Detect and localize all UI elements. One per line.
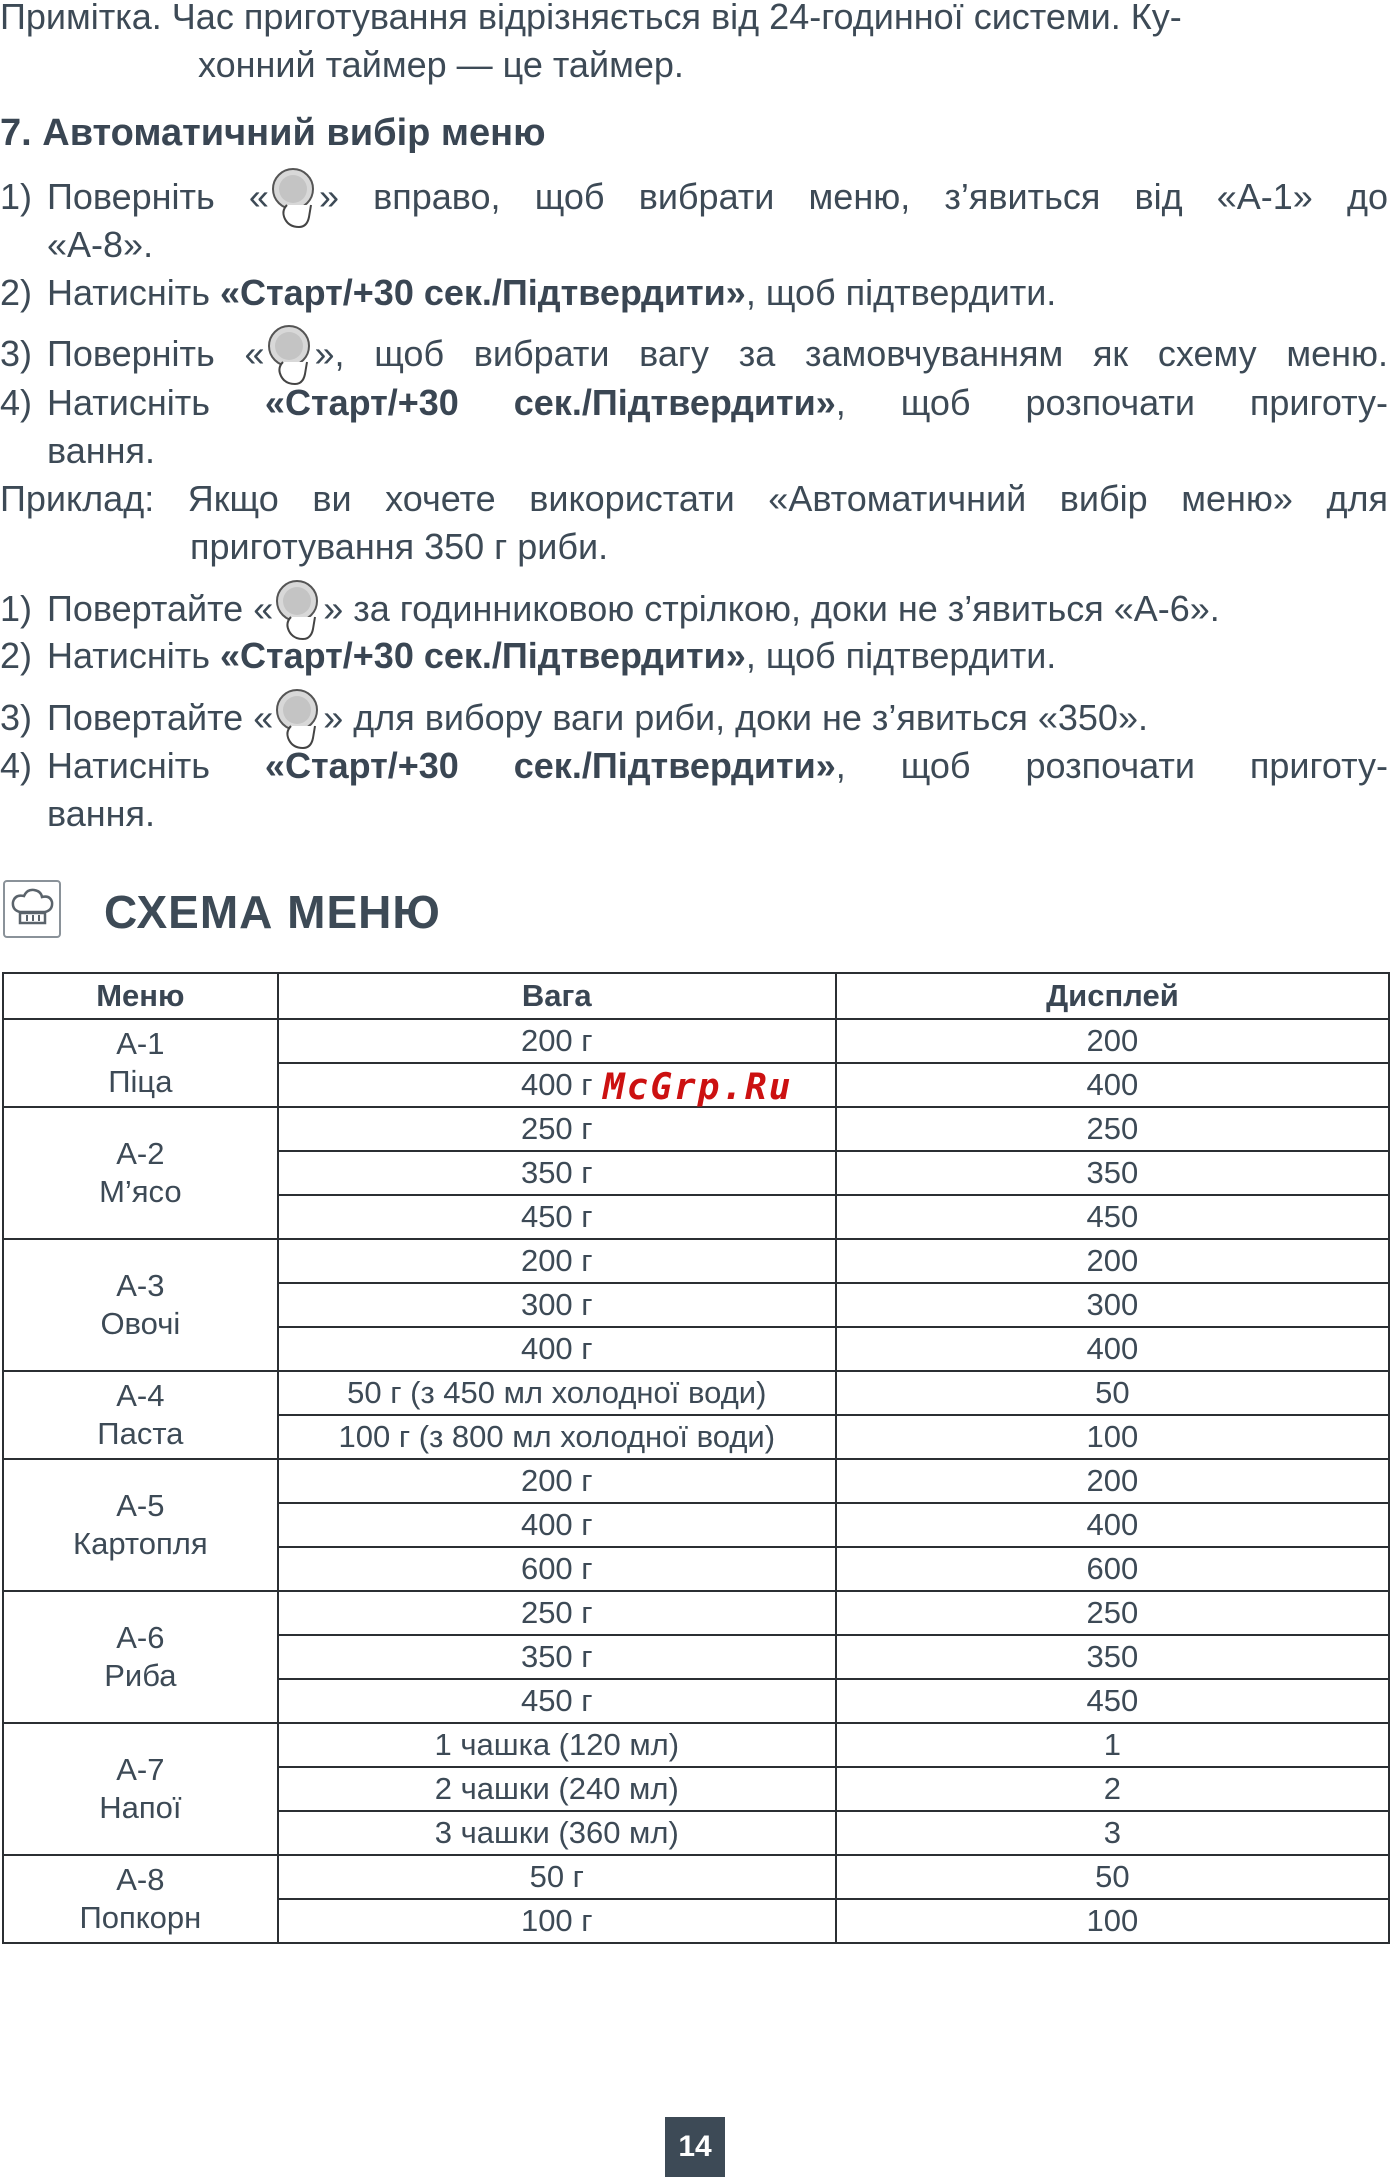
watermark: McGrp.Ru xyxy=(603,1067,793,1108)
menu-name: Картопля xyxy=(73,1526,208,1561)
table-row xyxy=(3,1855,1389,1899)
weight-cell: 50 г xyxy=(278,1855,836,1899)
weight-cell: 350 г xyxy=(278,1151,836,1195)
menu-name: Риба xyxy=(104,1658,177,1693)
rotary-knob-icon xyxy=(265,336,315,384)
display-cell: 450 xyxy=(836,1679,1389,1723)
menu-code: А-8 xyxy=(116,1862,165,1897)
weight-cell: 350 г xyxy=(278,1635,836,1679)
table-row xyxy=(3,1371,1389,1415)
display-cell: 200 xyxy=(836,1459,1389,1503)
page-number: 14 xyxy=(665,2117,725,2177)
display-cell: 400 xyxy=(836,1503,1389,1547)
display-cell: 250 xyxy=(836,1107,1389,1151)
menu-code: А-1 xyxy=(116,1026,165,1061)
display-cell: 250 xyxy=(836,1591,1389,1635)
weight-cell: 250 г xyxy=(278,1107,836,1151)
display-cell: 400 xyxy=(836,1327,1389,1371)
display-cell: 600 xyxy=(836,1547,1389,1591)
weight-cell: 3 чашки (360 мл) xyxy=(278,1811,836,1855)
menu-scheme-table xyxy=(2,972,1390,1944)
display-cell: 400 xyxy=(836,1063,1389,1107)
display-cell: 450 xyxy=(836,1195,1389,1239)
display-cell: 350 xyxy=(836,1151,1389,1195)
weight-cell: 200 г xyxy=(278,1239,836,1283)
weight-cell: 2 чашки (240 мл) xyxy=(278,1767,836,1811)
weight-cell: 400 г xyxy=(278,1327,836,1371)
menu-name: Овочі xyxy=(100,1306,181,1341)
weight-cell: 100 г (з 800 мл холодної води) xyxy=(278,1415,836,1459)
menu-cell xyxy=(3,1019,278,1107)
table-header-row xyxy=(3,973,1389,1019)
menu-scheme-title: СХЕМА МЕНЮ xyxy=(104,886,441,938)
display-cell: 1 xyxy=(836,1723,1389,1767)
display-cell: 50 xyxy=(836,1855,1389,1899)
display-cell: 300 xyxy=(836,1283,1389,1327)
weight-cell: 300 г xyxy=(278,1283,836,1327)
header-display: Дисплей xyxy=(836,973,1389,1019)
weight-cell: 50 г (з 450 мл холодної води) xyxy=(278,1371,836,1415)
menu-name: Паста xyxy=(97,1416,184,1451)
menu-code: А-7 xyxy=(116,1752,165,1787)
display-cell: 50 xyxy=(836,1371,1389,1415)
weight-cell: 200 г xyxy=(278,1019,836,1063)
weight-cell: 450 г xyxy=(278,1195,836,1239)
table-row xyxy=(3,1107,1389,1151)
display-cell: 3 xyxy=(836,1811,1389,1855)
table-row xyxy=(3,1591,1389,1635)
menu-code: А-5 xyxy=(116,1488,165,1523)
menu-cell xyxy=(3,1855,278,1943)
menu-name: Піца xyxy=(108,1064,173,1099)
weight-cell: 450 г xyxy=(278,1679,836,1723)
menu-cell xyxy=(3,1239,278,1371)
weight-cell: 400 г xyxy=(278,1503,836,1547)
menu-code: А-3 xyxy=(116,1268,165,1303)
menu-name: М’ясо xyxy=(99,1174,182,1209)
weight-cell: 600 г xyxy=(278,1547,836,1591)
display-cell: 200 xyxy=(836,1019,1389,1063)
header-weight: Вага xyxy=(278,973,836,1019)
weight-cell: 100 г xyxy=(278,1899,836,1943)
menu-cell xyxy=(3,1723,278,1855)
chef-hat-icon xyxy=(3,880,61,938)
weight-cell: 400 г xyxy=(278,1063,836,1107)
display-cell: 2 xyxy=(836,1767,1389,1811)
header-menu: Меню xyxy=(3,973,278,1019)
weight-cell: 250 г xyxy=(278,1591,836,1635)
menu-code: А-6 xyxy=(116,1620,165,1655)
rotary-knob-icon xyxy=(273,700,323,748)
menu-cell xyxy=(3,1371,278,1459)
table-row xyxy=(3,1239,1389,1283)
display-cell: 100 xyxy=(836,1415,1389,1459)
menu-name: Напої xyxy=(99,1790,182,1825)
menu-cell xyxy=(3,1107,278,1239)
menu-code: А-2 xyxy=(116,1136,165,1171)
display-cell: 200 xyxy=(836,1239,1389,1283)
display-cell: 100 xyxy=(836,1899,1389,1943)
weight-cell: 200 г xyxy=(278,1459,836,1503)
section-title: 7. Автоматичний вибір меню xyxy=(0,112,546,154)
table-row xyxy=(3,1723,1389,1767)
menu-name: Попкорн xyxy=(79,1900,202,1935)
weight-cell: 1 чашка (120 мл) xyxy=(278,1723,836,1767)
menu-cell xyxy=(3,1459,278,1591)
menu-code: А-4 xyxy=(116,1378,165,1413)
menu-cell xyxy=(3,1591,278,1723)
table-row xyxy=(3,1459,1389,1503)
display-cell: 350 xyxy=(836,1635,1389,1679)
note-line-1: Примітка. Час приготування відрізняється від 24-годинної системи. Ку- xyxy=(0,0,1182,37)
table-row xyxy=(3,1019,1389,1063)
rotary-knob-icon xyxy=(269,179,319,227)
